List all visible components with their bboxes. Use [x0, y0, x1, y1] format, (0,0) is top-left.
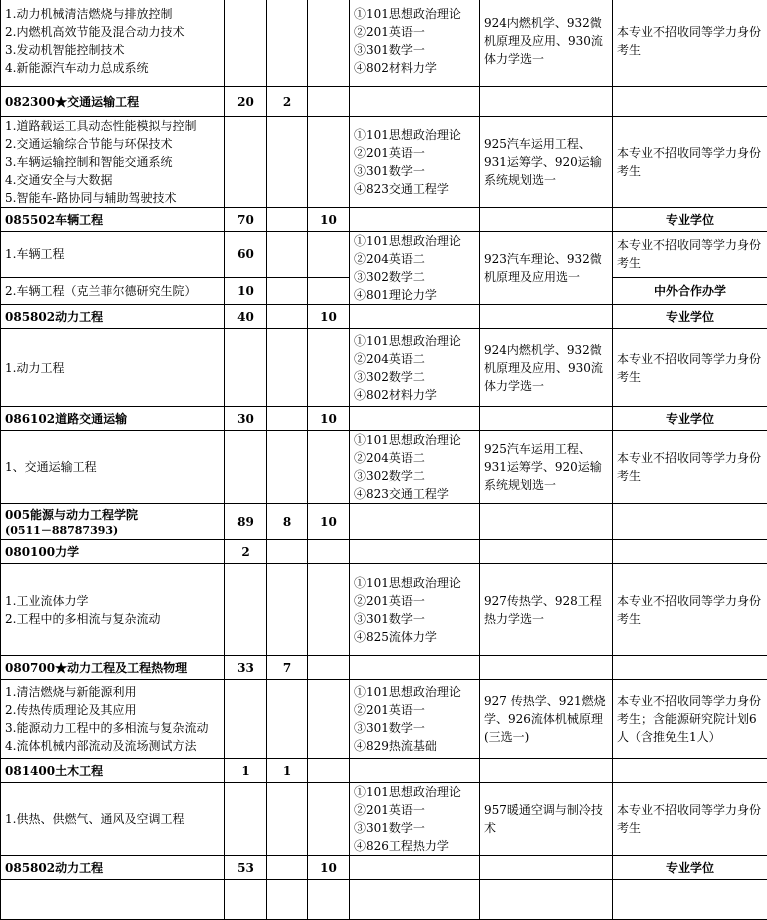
exam-subjects [350, 87, 480, 117]
exempt-count [267, 564, 308, 656]
exam-subjects-line: ③301数学一 [354, 819, 475, 837]
research-directions-line: 1.清洁燃烧与新能源利用 [5, 683, 220, 701]
planned-total: 60 [225, 232, 267, 278]
research-directions-line: 2.工程中的多相流与复杂流动 [5, 610, 220, 628]
exam-subjects-line: ①101思想政治理论 [354, 574, 475, 592]
exam-subjects [350, 564, 480, 656]
direction-row [1, 880, 767, 920]
exam-subjects-line: ①101思想政治理论 [354, 783, 475, 801]
research-directions [1, 117, 225, 208]
special-plan-count [308, 117, 350, 208]
remark [613, 540, 767, 564]
planned-total [225, 880, 267, 920]
college-title: 005能源与动力工程学院 [5, 506, 220, 524]
exam-subjects-line: ③302数学二 [354, 268, 475, 286]
exam-subjects-line: ②201英语一 [354, 23, 475, 41]
exam-subjects [350, 783, 480, 856]
retest-subjects [480, 656, 613, 680]
retest-subjects [480, 504, 613, 540]
exam-subjects [350, 656, 480, 680]
exam-subjects-line: ①101思想政治理论 [354, 126, 475, 144]
remark: 本专业不招收同等学力身份考生 [613, 0, 767, 87]
research-directions-line: 3.发动机智能控制技术 [5, 41, 220, 59]
exam-subjects [350, 759, 480, 783]
direction-row [1, 680, 767, 759]
research-directions-line: 2.内燃机高效节能及混合动力技术 [5, 23, 220, 41]
exempt-count [267, 880, 308, 920]
research-directions-line: 5.智能车-路协同与辅助驾驶技术 [5, 189, 220, 207]
research-directions [1, 564, 225, 656]
planned-total: 70 [225, 208, 267, 232]
exempt-count [267, 783, 308, 856]
retest-subjects [480, 759, 613, 783]
exam-subjects-line: ③301数学一 [354, 610, 475, 628]
retest-subjects [480, 305, 613, 329]
exam-subjects-line: ①101思想政治理论 [354, 683, 475, 701]
major-row [1, 87, 767, 117]
special-plan-count [308, 759, 350, 783]
exam-subjects-line: ④829热流基础 [354, 737, 475, 755]
exam-subjects-line: ④825流体力学 [354, 628, 475, 646]
special-plan-count [308, 0, 350, 87]
special-plan-count: 10 [308, 208, 350, 232]
planned-total: 33 [225, 656, 267, 680]
exam-subjects-line: ②204英语二 [354, 449, 475, 467]
research-directions [1, 783, 225, 856]
major-name: 085502车辆工程 [1, 208, 225, 232]
planned-total: 40 [225, 305, 267, 329]
remark [613, 504, 767, 540]
exam-subjects-line: ③302数学二 [354, 368, 475, 386]
retest-subjects: 924内燃机学、932微机原理及应用、930流体力学选一 [480, 329, 613, 407]
planned-total: 20 [225, 87, 267, 117]
exam-subjects-line: ①101思想政治理论 [354, 5, 475, 23]
special-plan-count: 10 [308, 856, 350, 880]
exempt-count [267, 305, 308, 329]
research-directions-line: 3.能源动力工程中的多相流与复杂流动 [5, 719, 220, 737]
major-name: 081400土木工程 [1, 759, 225, 783]
remark: 专业学位 [613, 856, 767, 880]
college-row [1, 504, 767, 540]
exam-subjects-line: ④802材料力学 [354, 386, 475, 404]
special-plan-count [308, 680, 350, 759]
major-name: 080700★动力工程及工程热物理 [1, 656, 225, 680]
research-directions-line: 4.新能源汽车动力总成系统 [5, 59, 220, 77]
exam-subjects [350, 208, 480, 232]
direction-row [1, 783, 767, 856]
research-directions-line: 1.动力工程 [5, 359, 220, 377]
special-plan-count [308, 540, 350, 564]
major-row [1, 656, 767, 680]
remark [613, 87, 767, 117]
exempt-count [267, 329, 308, 407]
exam-subjects-line: ④823交通工程学 [354, 485, 475, 503]
remark: 专业学位 [613, 407, 767, 431]
major-row [1, 305, 767, 329]
remark: 中外合作办学 [613, 277, 767, 304]
special-plan-count: 10 [308, 407, 350, 431]
exam-subjects-line: ④826工程热力学 [354, 837, 475, 855]
research-directions-line: 4.交通安全与大数据 [5, 171, 220, 189]
remark: 本专业不招收同等学力身份考生；含能源研究院计划6人（含推免生1人） [613, 680, 767, 759]
planned-total: 30 [225, 407, 267, 431]
exam-subjects [350, 880, 480, 920]
exempt-count [267, 407, 308, 431]
special-plan-count: 10 [308, 305, 350, 329]
major-row [1, 540, 767, 564]
retest-subjects: 927传热学、928工程热力学选一 [480, 564, 613, 656]
exam-subjects-line: ②201英语一 [354, 701, 475, 719]
exempt-count [267, 277, 308, 304]
exempt-count [267, 208, 308, 232]
research-directions [1, 329, 225, 407]
special-plan-count [308, 329, 350, 407]
remark: 专业学位 [613, 305, 767, 329]
retest-subjects [480, 208, 613, 232]
major-name: 082300★交通运输工程 [1, 87, 225, 117]
exam-subjects-line: ③302数学二 [354, 467, 475, 485]
direction-row [1, 431, 767, 504]
planned-total [225, 680, 267, 759]
major-row [1, 759, 767, 783]
retest-subjects [480, 880, 613, 920]
exam-subjects-line: ③301数学一 [354, 719, 475, 737]
special-plan-count [308, 277, 350, 304]
exempt-count: 8 [267, 504, 308, 540]
exam-subjects-line: ④801理论力学 [354, 286, 475, 304]
retest-subjects: 957暖通空调与制冷技术 [480, 783, 613, 856]
exam-subjects [350, 305, 480, 329]
direction-row [1, 117, 767, 208]
special-plan-count [308, 431, 350, 504]
exam-subjects [350, 0, 480, 87]
exempt-count: 7 [267, 656, 308, 680]
exam-subjects [350, 431, 480, 504]
exam-subjects [350, 117, 480, 208]
research-directions-line: 2.交通运输综合节能与环保技术 [5, 135, 220, 153]
planned-total [225, 564, 267, 656]
remark: 专业学位 [613, 208, 767, 232]
retest-subjects [480, 540, 613, 564]
research-direction: 2.车辆工程（克兰菲尔德研究生院） [1, 277, 225, 304]
exempt-count: 1 [267, 759, 308, 783]
exam-subjects-line: ②204英语二 [354, 250, 475, 268]
exempt-count [267, 856, 308, 880]
special-plan-count [308, 656, 350, 680]
planned-total [225, 783, 267, 856]
planned-total: 2 [225, 540, 267, 564]
direction-row [1, 329, 767, 407]
retest-subjects: 927 传热学、921燃烧学、926流体机械原理(三选一) [480, 680, 613, 759]
special-plan-count [308, 87, 350, 117]
retest-subjects [480, 856, 613, 880]
major-row [1, 856, 767, 880]
exam-subjects [350, 856, 480, 880]
college-name [1, 504, 225, 540]
remark: 本专业不招收同等学力身份考生 [613, 117, 767, 208]
research-directions-line: 2.传热传质理论及其应用 [5, 701, 220, 719]
planned-total: 53 [225, 856, 267, 880]
direction-row [1, 232, 767, 278]
exempt-count [267, 540, 308, 564]
exam-subjects-line: ②201英语一 [354, 592, 475, 610]
retest-subjects: 925汽车运用工程、931运筹学、920运输系统规划选一 [480, 117, 613, 208]
exam-subjects-line: ①101思想政治理论 [354, 232, 475, 250]
exam-subjects [350, 232, 480, 305]
research-directions [1, 0, 225, 87]
research-directions [1, 680, 225, 759]
planned-total: 1 [225, 759, 267, 783]
remark: 本专业不招收同等学力身份考生 [613, 431, 767, 504]
exam-subjects-line: ③301数学一 [354, 162, 475, 180]
direction-row [1, 0, 767, 87]
remark: 本专业不招收同等学力身份考生 [613, 564, 767, 656]
exam-subjects-line: ④823交通工程学 [354, 180, 475, 198]
exempt-count [267, 117, 308, 208]
remark [613, 880, 767, 920]
major-name: 085802动力工程 [1, 856, 225, 880]
special-plan-count [308, 564, 350, 656]
special-plan-count [308, 232, 350, 278]
exam-subjects-line: ②201英语一 [354, 801, 475, 819]
exam-subjects [350, 329, 480, 407]
exempt-count [267, 232, 308, 278]
research-direction: 1.车辆工程 [1, 232, 225, 278]
exam-subjects [350, 504, 480, 540]
research-directions-line: 1.工业流体力学 [5, 592, 220, 610]
retest-subjects [480, 407, 613, 431]
remark: 本专业不招收同等学力身份考生 [613, 783, 767, 856]
remark: 本专业不招收同等学力身份考生 [613, 329, 767, 407]
direction-row [1, 564, 767, 656]
exempt-count [267, 431, 308, 504]
remark [613, 759, 767, 783]
planned-total: 10 [225, 277, 267, 304]
planned-total [225, 0, 267, 87]
special-plan-count: 10 [308, 504, 350, 540]
exam-subjects [350, 407, 480, 431]
exam-subjects-line: ④802材料力学 [354, 59, 475, 77]
exam-subjects-line: ②204英语二 [354, 350, 475, 368]
research-directions-line: 4.流体机械内部流动及流场测试方法 [5, 737, 220, 755]
college-phone: (0511－88787393) [5, 524, 220, 538]
major-name: 086102道路交通运输 [1, 407, 225, 431]
research-directions-line: 1.道路载运工具动态性能模拟与控制 [5, 117, 220, 135]
special-plan-count [308, 880, 350, 920]
retest-subjects [480, 87, 613, 117]
major-row [1, 208, 767, 232]
exempt-count [267, 680, 308, 759]
exam-subjects-line: ①101思想政治理论 [354, 332, 475, 350]
research-directions-line: 1.供热、供燃气、通风及空调工程 [5, 810, 220, 828]
exempt-count: 2 [267, 87, 308, 117]
research-directions [1, 431, 225, 504]
research-directions-line: 1.动力机械清洁燃烧与排放控制 [5, 5, 220, 23]
exam-subjects-line: ③301数学一 [354, 41, 475, 59]
planned-total [225, 117, 267, 208]
exam-subjects [350, 680, 480, 759]
major-name: 085802动力工程 [1, 305, 225, 329]
exam-subjects [350, 540, 480, 564]
research-directions-line: 3.车辆运输控制和智能交通系统 [5, 153, 220, 171]
major-name: 080100力学 [1, 540, 225, 564]
exam-subjects-line: ①101思想政治理论 [354, 431, 475, 449]
planned-total [225, 431, 267, 504]
retest-subjects: 924内燃机学、932微机原理及应用、930流体力学选一 [480, 0, 613, 87]
major-row [1, 407, 767, 431]
retest-subjects: 925汽车运用工程、931运筹学、920运输系统规划选一 [480, 431, 613, 504]
remark: 本专业不招收同等学力身份考生 [613, 232, 767, 278]
remark [613, 656, 767, 680]
special-plan-count [308, 783, 350, 856]
exempt-count [267, 0, 308, 87]
planned-total [225, 329, 267, 407]
retest-subjects: 923汽车理论、932微机原理及应用选一 [480, 232, 613, 305]
planned-total: 89 [225, 504, 267, 540]
research-directions-line: 1、交通运输工程 [5, 458, 220, 476]
exam-subjects-line: ②201英语一 [354, 144, 475, 162]
research-directions [1, 880, 225, 920]
